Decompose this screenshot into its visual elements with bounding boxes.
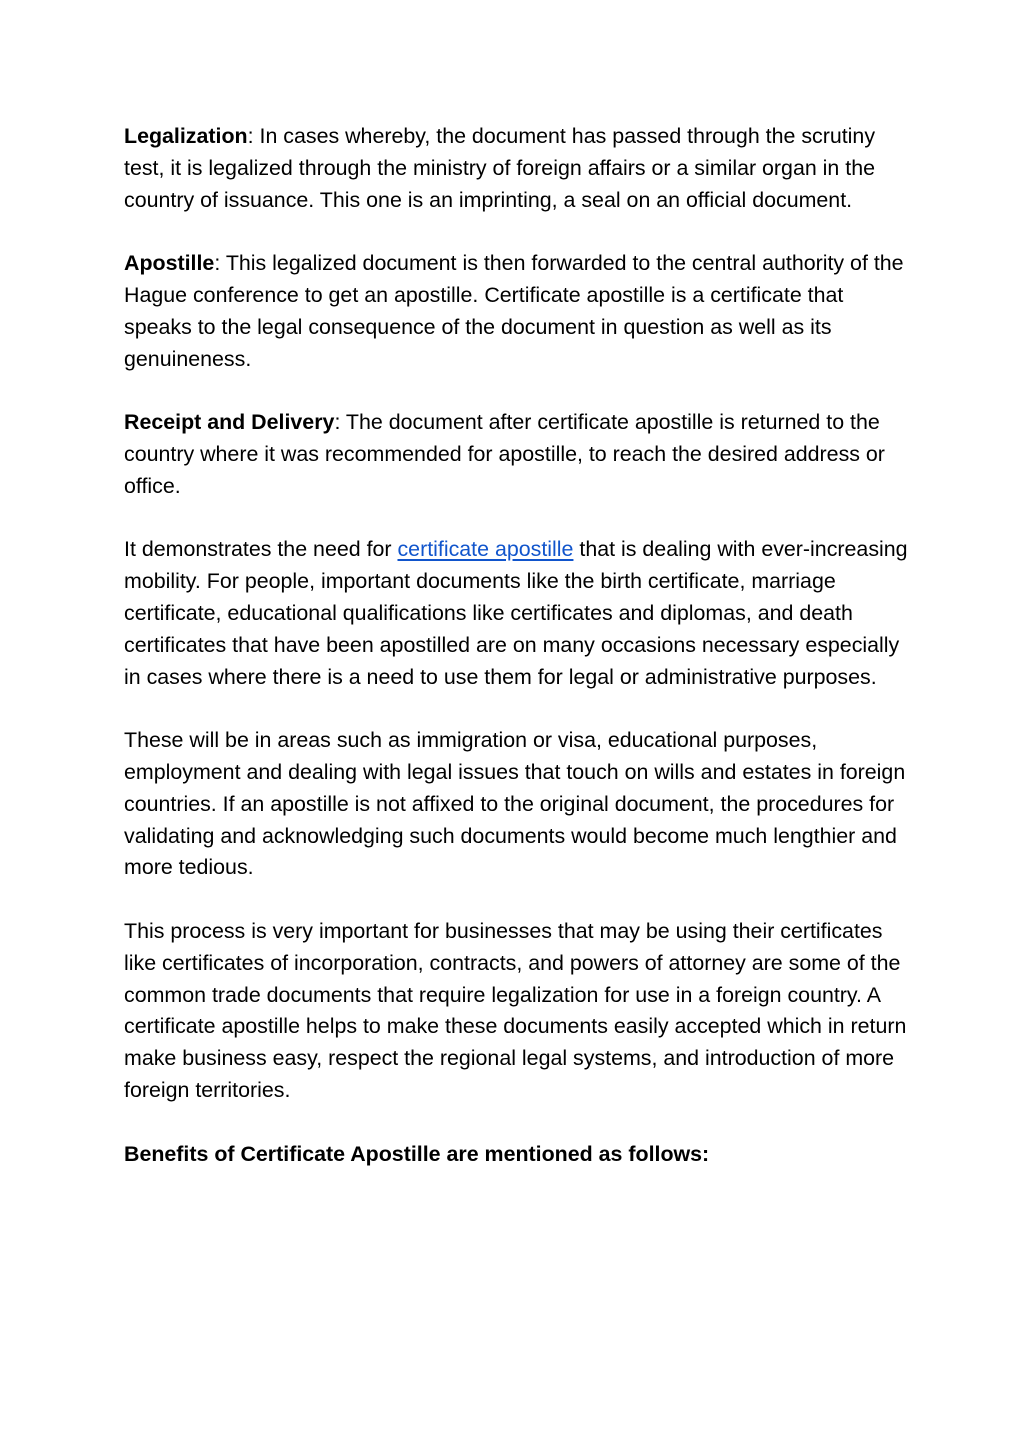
term-legalization: Legalization [124, 124, 248, 148]
paragraph-receipt-delivery-text: : The document after certificate apostille is returned to the country where it was recommended for apostille, to reach the desired address or office. [124, 410, 885, 498]
paragraph-mobility-before: It demonstrates the need for [124, 537, 398, 562]
paragraph-business: This process is very important for businesses that may be using their certificates like certificates of incorporation, contracts, and powers of attorney are some of the common trade documents that require legalization for use in a foreign country. A certificate apostille helps to make these documents easily accepted which in return make business easy, respect the regional legal systems, and introduction of more foreign territories. [124, 918, 907, 1102]
paragraph-mobility-after: that is dealing with ever-increasing mobility. For people, important documents like the birth certificate, marriage certificate, educational qualifications like certificates and diplomas, and death certificates that have been apostilled are on many occasions necessary especially in cases where there is a need to use them for legal or administrative purposes. [124, 537, 908, 689]
paragraph-legalization [124, 121, 914, 216]
certificate-apostille-link[interactable]: certificate apostille [397, 537, 574, 562]
benefits-heading: Benefits of Certificate Apostille are mentioned as follows: [124, 1141, 710, 1166]
paragraph-apostille-text: : This legalized document is then forwarded to the central authority of the Hague conference to get an apostille. Certificate apostille is a certificate that speaks to the legal consequence of the document in question as well as its genuineness. [124, 251, 904, 371]
paragraph-mobility [124, 534, 914, 693]
term-receipt-delivery: Receipt and Delivery [124, 410, 335, 435]
paragraph-receipt-delivery [124, 407, 914, 502]
paragraph-apostille [124, 248, 914, 375]
term-apostille: Apostille [124, 251, 215, 276]
document-page [124, 121, 914, 1170]
paragraph-areas: These will be in areas such as immigration or visa, educational purposes, employment and dealing with legal issues that touch on wills and estates in foreign countries. If an apostille is not affixed to the original document, the procedures for validating and acknowledging such documents would become much lengthier and more tedious. [124, 728, 906, 880]
paragraph-legalization-text: : In cases whereby, the document has passed through the scrutiny test, it is legalized through the ministry of foreign affairs or a similar organ in the country of issuance. This one is an imprinting, a seal on an official document. [124, 124, 876, 212]
